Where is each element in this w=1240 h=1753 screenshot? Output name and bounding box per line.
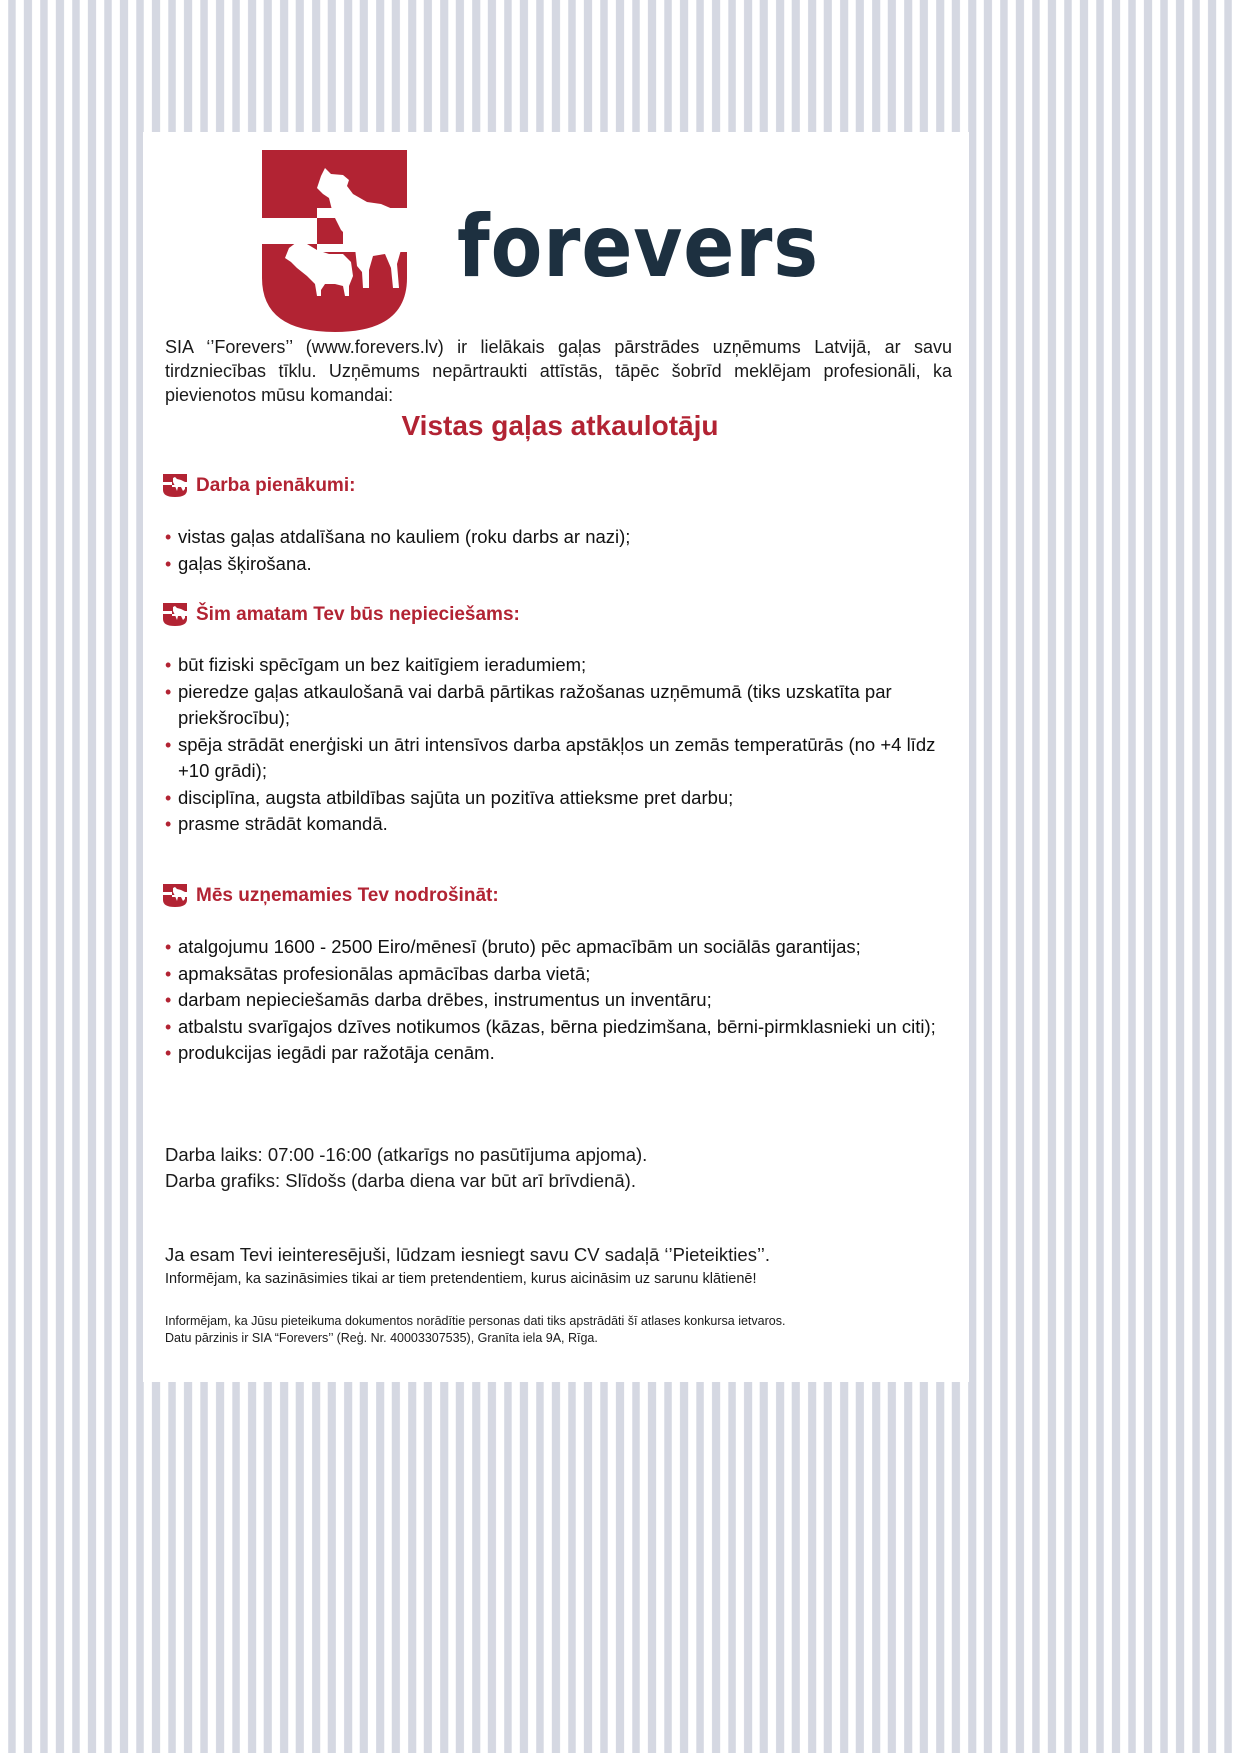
company-intro: SIA ‘’Forevers’’ (www.forevers.lv) ir lielākais gaļas pārstrādes uzņēmums Latvijā, ar savu tirdzniecības tīklu. Uzņēmums nepārtraukti attīstās, tāpēc šobrīd meklējam profesionāli, ka pievienotos mūsu komandai: [165, 337, 952, 405]
list-item: • būt fiziski spēcīgam un bez kaitīgiem ieradumiem; [165, 652, 945, 679]
forevers-logo [261, 144, 821, 334]
work-hours: Darba laiks: 07:00 -16:00 (atkarīgs no pasūtījuma apjoma). [165, 1144, 648, 1165]
logo-wordmark: forevers [457, 197, 819, 297]
list-item: • vistas gaļas atdalīšana no kauliem (roku darbs ar nazi); [165, 524, 945, 551]
list-item: • atalgojumu 1600 - 2500 Eiro/mēnesī (bruto) pēc apmacībām un sociālās garantijas; [165, 934, 945, 961]
section-heading-requirements [163, 603, 520, 626]
offer-list [165, 934, 945, 1067]
list-item: • spēja strādāt enerģiski un ātri intensīvos darba apstākļos un zemās temperatūrās (no +4 līdz +10 grādi); [165, 732, 945, 785]
section-heading-label: Šim amatam Tev būs nepieciešams: [196, 603, 520, 625]
contact-notice: Informējam, ka sazināsimies tikai ar tiem pretendentiem, kurus aicināsim uz sarunu klātienē! [165, 1271, 757, 1287]
list-item: • atbalstu svarīgajos dzīves notikumos (kāzas, bērna piedzimšana, bērni-pirmklasnieki un citi); [165, 1014, 945, 1041]
list-item: • pieredze gaļas atkaulošanā vai darbā pārtikas ražošanas uzņēmumā (tiks uzskatīta par priekšrocību); [165, 679, 945, 732]
section-heading-duties [163, 474, 355, 497]
list-item: • prasme strādāt komandā. [165, 811, 945, 838]
brand-bullet-icon [163, 474, 187, 497]
list-item: • apmaksātas profesionālas apmācības darba vietā; [165, 961, 945, 988]
privacy-line: Informējam, ka Jūsu pieteikuma dokumentos norādītie personas dati tiks apstrādāti šī atlases konkursa ietvaros. [165, 1314, 786, 1328]
duties-list [165, 524, 945, 577]
list-item: • disciplīna, augsta atbildības sajūta un pozitīva attieksme pret darbu; [165, 785, 945, 812]
logo-graphic [261, 144, 821, 334]
list-item: • produkcijas iegādi par ražotāja cenām. [165, 1040, 945, 1067]
brand-bullet-icon [163, 603, 187, 626]
section-heading-label: Mēs uzņemamies Tev nodrošināt: [196, 884, 499, 906]
document-page [143, 132, 969, 1382]
job-title: Vistas gaļas atkaulotāju [401, 410, 719, 441]
section-heading-label: Darba pienākumi: [196, 474, 356, 496]
privacy-line: Datu pārzinis ir SIA “Forevers’’ (Reģ. Nr. 40003307535), Granīta iela 9A, Rīga. [165, 1331, 598, 1345]
apply-cta: Ja esam Tevi ieinteresējuši, lūdzam iesniegt savu CV sadaļā ‘’Pieteikties’’. [165, 1244, 770, 1265]
requirements-list [165, 652, 945, 838]
work-schedule: Darba grafiks: Slīdošs (darba diena var būt arī brīvdienā). [165, 1170, 636, 1191]
list-item: • gaļas šķirošana. [165, 551, 945, 578]
section-heading-offer [163, 884, 499, 907]
list-item: • darbam nepieciešamās darba drēbes, instrumentus un inventāru; [165, 987, 945, 1014]
brand-bullet-icon [163, 884, 187, 907]
